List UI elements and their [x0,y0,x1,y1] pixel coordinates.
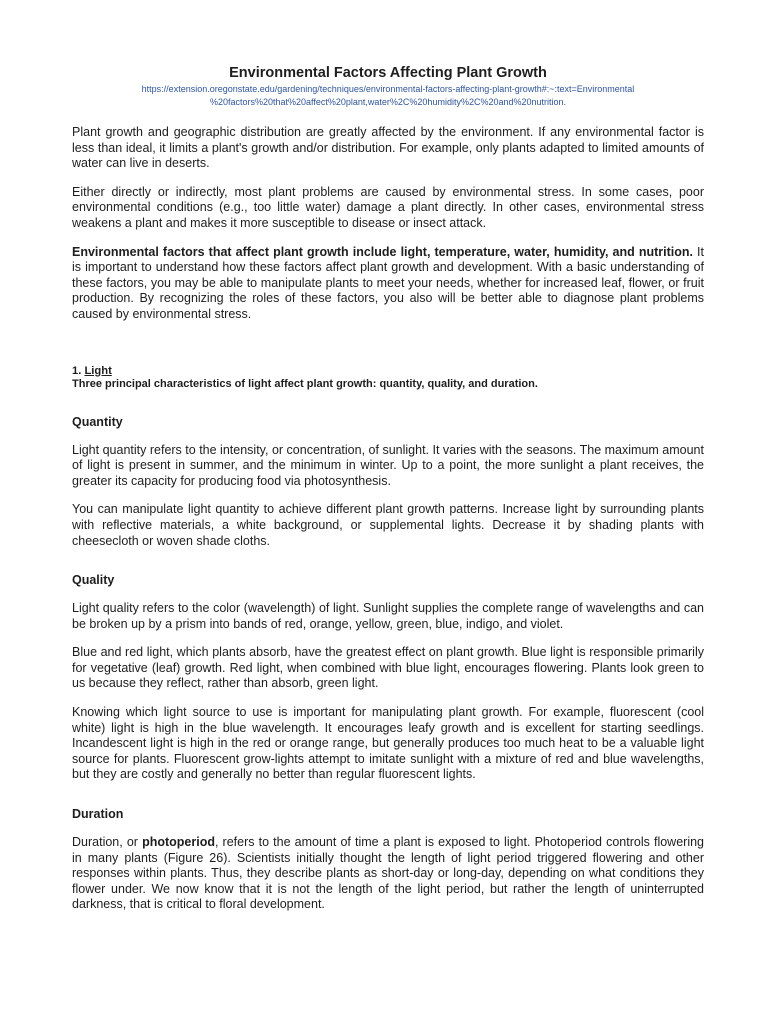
source-url-line-2[interactable]: %20factors%20that%20affect%20plant,water%2C%20humidity%2C%20and%20nutrition. [209,96,567,107]
quality-paragraph-3: Knowing which light source to use is important for manipulating plant growth. For example, fluorescent (cool white) light is high in the blue wavelength. It encourages leafy growth and is excellent for starting seedlings. Incandescent light is high in the red or orange range, but generally produces too much heat to be a valuable light source for plants. Fluorescent grow-lights attempt to imitate sunlight with a mixture of red and blue wavelengths, but they are costly and generally no better than regular fluorescent lights. [72,705,704,782]
intro-paragraph-3-bold: Environmental factors that affect plant growth include light, temperature, water, humidity, and nutrition. [72,244,693,259]
quality-paragraph-1: Light quality refers to the color (wavelength) of light. Sunlight supplies the complete range of wavelengths and can be broken up by a prism into bands of red, orange, yellow, green, blue, indigo, and violet. [72,601,704,631]
section-1-heading [72,365,704,378]
section-1-intro: Three principal characteristics of light affect plant growth: quantity, quality, and duration. [72,377,538,390]
quality-paragraph-2: Blue and red light, which plants absorb, have the greatest effect on plant growth. Blue light is responsible primarily for vegetative (leaf) growth. Red light, when combined with blue light, encourages flowering. Plants look green to us because they reflect, rather than absorb, green light. [72,645,704,691]
duration-paragraph-rest: , refers to the amount of time a plant is exposed to light. Photoperiod controls flowering in many plants (Figure 26). Scientists initially thought the length of light period triggered flowering and other responses within plants. Thus, they describe plants as short-day or long-day, depending on what conditions they flower under. We now know that it is not the length of the light period, but rather the length of uninterrupted darkness, that is critical to floral development. [72,835,704,912]
intro-paragraph-2: Either directly or indirectly, most plant problems are caused by environmental stress. In some cases, poor environmental conditions (e.g., too little water) damage a plant directly. In other cases, environmental stress weakens a plant and makes it more susceptible to disease or insect attack. [72,184,704,230]
document-title: Environmental Factors Affecting Plant Growth [229,65,547,81]
section-1-title: Light [84,364,112,377]
quantity-paragraph-1: Light quantity refers to the intensity, or concentration, of sunlight. It varies with the seasons. The maximum amount of light is present in summer, and the minimum in winter. Up to a point, the more sunlight a plant receives, the greater its capacity for producing food via photosynthesis. [72,442,704,488]
duration-paragraph-start: Duration, or [72,835,143,850]
photoperiod-term: photoperiod [142,835,215,850]
section-1-number: 1. [72,364,85,377]
intro-paragraph-1: Plant growth and geographic distribution are greatly affected by the environment. If any environmental factor is less than ideal, it limits a plant's growth and/or distribution. For example, only plants adapted to limited amounts of water can live in deserts. [72,125,704,171]
source-url[interactable] [72,83,704,108]
document-page [72,64,704,913]
quantity-paragraph-2: You can manipulate light quantity to achieve different plant growth patterns. Increase light by surrounding plants with reflective materials, a white background, or supplemental lights. Decrease it by shading plants with cheesecloth or woven shade cloths. [72,502,704,548]
source-url-line-1[interactable]: https://extension.oregonstate.edu/gardening/techniques/environmental-factors-affecting-plant-growth#:~:text=Environmental [141,84,635,94]
quality-heading: Quality [72,573,115,588]
duration-paragraph-1 [72,835,704,913]
duration-heading: Duration [72,807,124,822]
quantity-heading: Quantity [72,414,123,429]
intro-paragraph-3 [72,245,704,323]
intro-paragraph-3-rest: It is important to understand how these factors affect plant growth and development. With a basic understanding of these factors, you may be able to manipulate plants to meet your needs, whether for increased leaf, flower, or fruit production. By recognizing the roles of these factors, you also will be better able to diagnose plant problems caused by environmental stress. [72,244,705,321]
